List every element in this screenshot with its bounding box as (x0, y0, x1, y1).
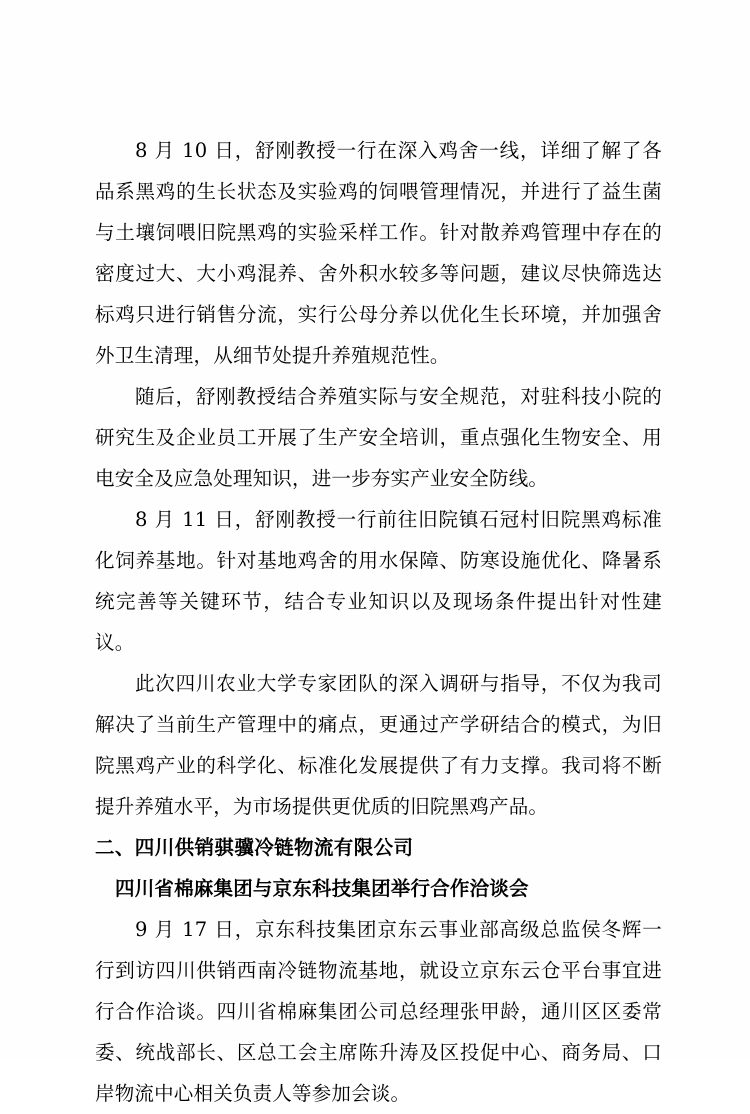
document-body (95, 130, 662, 1114)
paragraph: 8 月 10 日，舒刚教授一行在深入鸡舍一线，详细了解了各品系黑鸡的生长状态及实验鸡的饲喂管理情况，并进行了益生菌与土壤饲喂旧院黑鸡的实验采样工作。针对散养鸡管理中存在的密度过大、大小鸡混养、舍外积水较多等问题，建议尽快筛选达标鸡只进行销售分流，实行公母分养以优化生长环境，并加强舍外卫生清理，从细节处提升养殖规范性。 (95, 139, 662, 367)
paragraph: 8 月 11 日，舒刚教授一行前往旧院镇石冠村旧院黑鸡标准化饲养基地。针对基地鸡舍的用水保障、防寒设施优化、降暑系统完善等关键环节，结合专业知识以及现场条件提出针对性建议。 (95, 508, 662, 654)
sub-heading: 四川省棉麻集团与京东科技集团举行合作洽谈会 (115, 877, 529, 900)
paragraph: 此次四川农业大学专家团队的深入调研与指导，不仅为我司解决了当前生产管理中的痛点，更通过产学研结合的模式，为旧院黑鸡产业的科学化、标准化发展提供了有力支撑。我司将不断提升养殖水平，为市场提供更优质的旧院黑鸡产品。 (95, 672, 662, 818)
section-heading: 二、四川供销骐骥冷链物流有限公司 (95, 836, 414, 859)
paragraph: 随后，舒刚教授结合养殖实际与安全规范，对驻科技小院的研究生及企业员工开展了生产安全培训，重点强化生物安全、用电安全及应急处理知识，进一步夯实产业安全防线。 (95, 385, 662, 490)
paragraph: 9 月 17 日，京东科技集团京东云事业部高级总监侯冬辉一行到访四川供销西南冷链物流基地，就设立京东云仓平台事宜进行合作洽谈。四川省棉麻集团公司总经理张甲龄，通川区区委常委、统战部长、区总工会主席陈升涛及区投促中心、商务局、口岸物流中心相关负责人等参加会谈。 (95, 918, 662, 1105)
